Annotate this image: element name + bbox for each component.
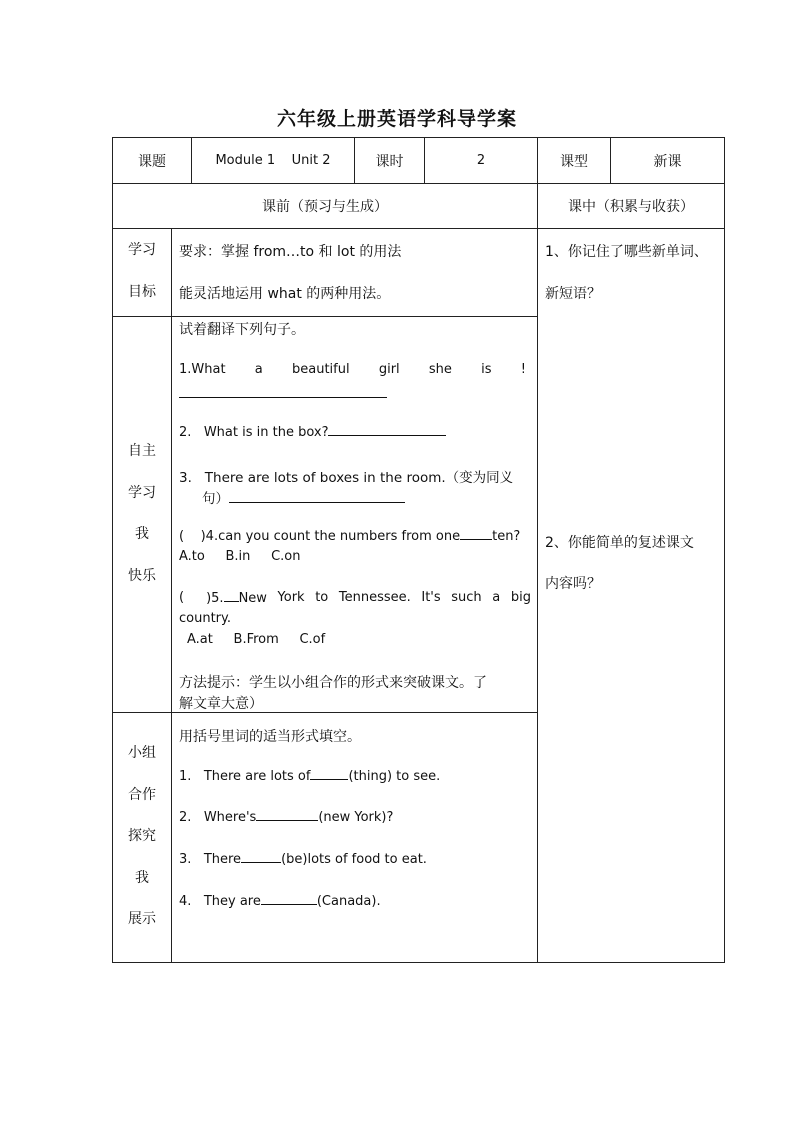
question-2: 2. What is in the box? <box>179 424 446 440</box>
fill-item-3: 3. There (be)lots of food to eat. <box>179 852 427 867</box>
fill-blank-2[interactable] <box>256 809 318 821</box>
question-4-options: A.to B.in C.on <box>179 549 301 564</box>
in-class-heading: 课中（积累与收获） <box>568 199 694 215</box>
fill-item-2: 2. Where's (new York)? <box>179 810 394 825</box>
goals-line-1: 要求：掌握 from…to 和 lot 的用法 <box>179 244 402 260</box>
topic-value: Module 1 Unit 2 <box>215 153 331 168</box>
period-value: 2 <box>476 153 486 168</box>
question-5-options: A.at B.From C.of <box>187 632 326 647</box>
fill-blank-4[interactable] <box>261 893 317 905</box>
group-work-label: 小组 合作 探究 我 展示 <box>128 745 156 927</box>
self-study-label: 自主 学习 我 快乐 <box>128 443 156 584</box>
answer-blank-2[interactable] <box>328 424 446 436</box>
page-title: 六年级上册英语学科导学案 <box>276 108 517 130</box>
type-label: 课型 <box>560 153 588 170</box>
before-class-heading: 课前（预习与生成） <box>262 199 388 215</box>
fill-blank-1[interactable] <box>310 768 348 780</box>
answer-blank-1[interactable] <box>179 384 387 398</box>
answer-blank-3[interactable] <box>229 491 405 503</box>
fill-item-4: 4. They are (Canada). <box>179 894 381 909</box>
answer-blank-5[interactable] <box>224 590 239 602</box>
goals-label: 学习 目标 <box>128 242 156 300</box>
group-intro: 用括号里词的适当形式填空。 <box>179 729 361 745</box>
self-study-intro: 试着翻译下列句子。 <box>179 322 305 338</box>
type-value: 新课 <box>653 153 682 170</box>
goals-line-2: 能灵活地运用 what 的两种用法。 <box>179 286 391 302</box>
topic-label: 课题 <box>138 153 166 170</box>
answer-blank-4[interactable] <box>460 528 492 540</box>
fill-item-1: 1. There are lots of (thing) to see. <box>179 769 441 784</box>
fill-blank-3[interactable] <box>241 851 281 863</box>
period-label: 课时 <box>375 153 404 170</box>
